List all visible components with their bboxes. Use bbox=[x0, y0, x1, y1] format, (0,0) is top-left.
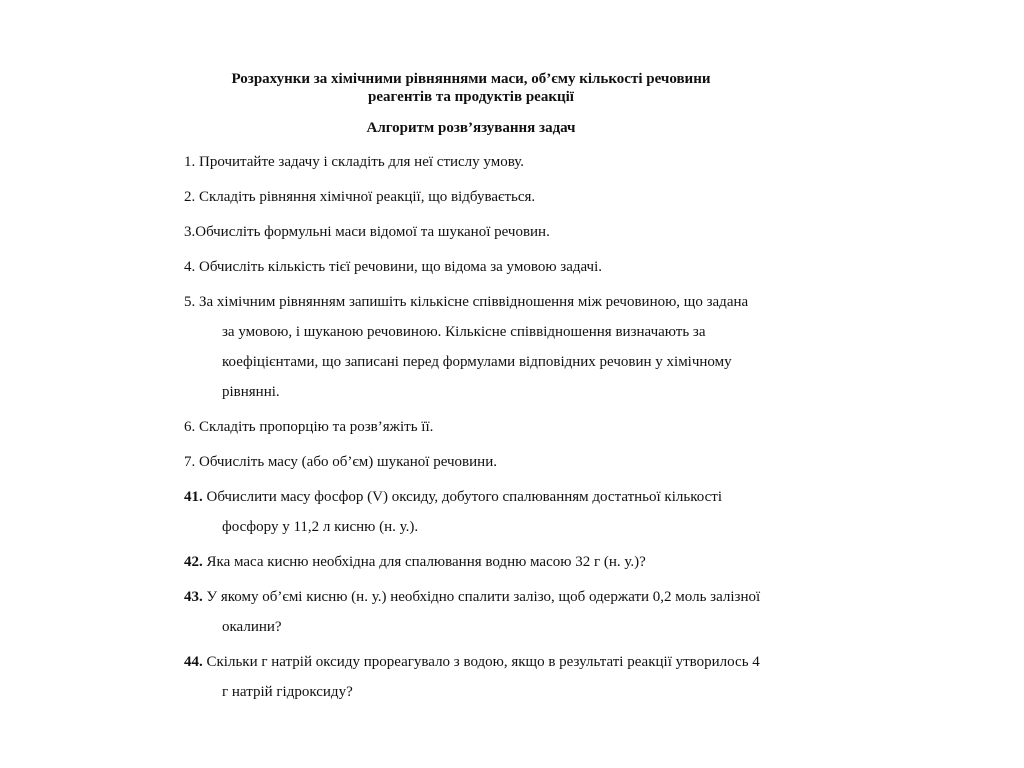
task-number: 44. bbox=[184, 654, 203, 670]
task-number: 42. bbox=[184, 554, 203, 570]
step-4: 4. Обчисліть кількість тієї речовини, що відома за умовою задачі. bbox=[184, 259, 603, 275]
task-text: У якому об’ємі кисню (н. у.) необхідно спалити залізо, щоб одержати 0,2 моль залізної окалини? bbox=[202, 589, 761, 635]
step-5: 5. За хімічним рівнянням запишіть кількісне співвідношення між речовиною, що задана за умовою, і шуканою речовиною. Кількісне співвідношення визначають за коефіцієнтами, що записані перед формулами відповідних речовин у хімічному рівнянні. bbox=[184, 294, 749, 400]
step-2: 2. Складіть рівняння хімічної реакції, що відбувається. bbox=[184, 189, 536, 205]
task-text: Яка маса кисню необхідна для спалювання водню масою 32 г (н. у.)? bbox=[202, 554, 646, 570]
task-number: 41. bbox=[184, 489, 203, 505]
title-line-2: реагентів та продуктів реакції bbox=[368, 89, 574, 105]
task-text: Обчислити масу фосфор (V) оксиду, добутого спалюванням достатньої кількості фосфору у 11,2 л кисню (н. у.). bbox=[202, 489, 722, 535]
algorithm-heading: Алгоритм розв’язування задач bbox=[366, 120, 576, 136]
task-text: Скільки г натрій оксиду прореагувало з водою, якщо в результаті реакції утворилось 4 г натрій гідроксиду? bbox=[202, 654, 760, 700]
task-number: 43. bbox=[184, 589, 203, 605]
step-1: 1. Прочитайте задачу і складіть для неї стислу умову. bbox=[184, 154, 525, 170]
task-41 bbox=[184, 482, 764, 542]
document-title bbox=[184, 70, 758, 106]
step-7: 7. Обчисліть масу (або об’єм) шуканої речовини. bbox=[184, 454, 497, 470]
task-44 bbox=[184, 647, 764, 707]
document-page bbox=[184, 70, 764, 707]
task-42 bbox=[184, 547, 764, 577]
title-line-1: Розрахунки за хімічними рівняннями маси, об’єму кількості речовини bbox=[231, 71, 711, 87]
step-6: 6. Складіть пропорцію та розв’яжіть її. bbox=[184, 419, 434, 435]
task-43 bbox=[184, 582, 764, 642]
algorithm-steps bbox=[184, 147, 764, 707]
step-3: 3.Обчисліть формульні маси відомої та шуканої речовин. bbox=[184, 224, 550, 240]
